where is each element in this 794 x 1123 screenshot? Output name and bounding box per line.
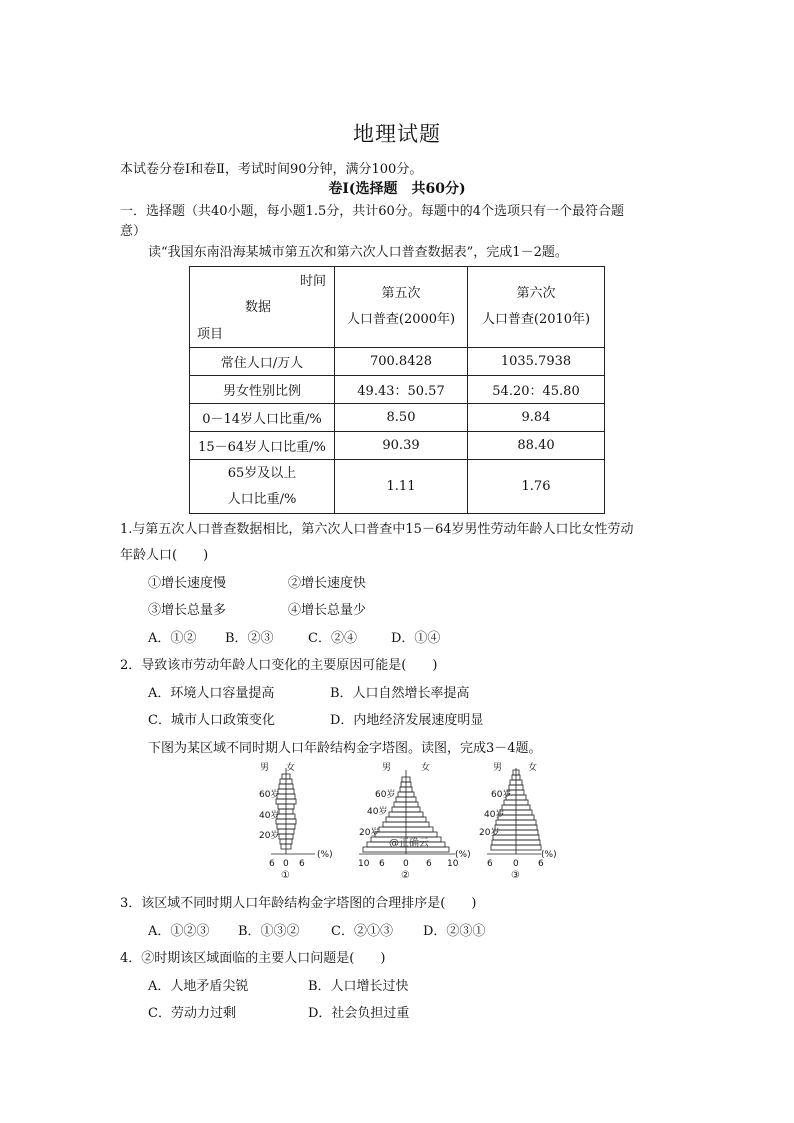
table-row bbox=[190, 376, 605, 404]
row-label: 65岁及以上 bbox=[227, 465, 297, 481]
pyramid3-age40: 40岁 bbox=[484, 810, 505, 820]
pyramid3-age60: 60岁 bbox=[491, 790, 512, 800]
q3-option-d: D．②③① bbox=[423, 924, 486, 939]
pyramid2-tick-6-right: 6 bbox=[426, 859, 432, 869]
col-header-fifth: 第五次 bbox=[381, 286, 421, 301]
corner-item: 项目 bbox=[197, 327, 224, 342]
q1-option-d: D．①④ bbox=[391, 631, 441, 646]
part1-instruction-line2: 意） bbox=[120, 224, 147, 239]
pyramid3-tick-6-right: 6 bbox=[538, 859, 544, 869]
q3-option-a: A．①②③ bbox=[148, 924, 210, 939]
figure-intro: 下图为某区域不同时期人口年龄结构金字塔图。读图，完成3－4题。 bbox=[148, 741, 542, 756]
table-intro: 读“我国东南沿海某城市第五次和第六次人口普查数据表”，完成1－2题。 bbox=[148, 245, 568, 260]
pyramid3-age20: 20岁 bbox=[479, 828, 500, 838]
census-table bbox=[189, 266, 605, 514]
pyramid1-tick-6-left: 6 bbox=[269, 859, 275, 869]
row-value-2000: 49.43：50.57 bbox=[335, 376, 468, 404]
row-label: 男女性别比例 bbox=[190, 376, 335, 404]
pyramid1-age40: 40岁 bbox=[259, 811, 280, 821]
col-header-sixth: 第六次 bbox=[516, 286, 556, 301]
table-row bbox=[190, 404, 605, 432]
row-value-2010: 9.84 bbox=[468, 404, 605, 432]
row-value-2000: 90.39 bbox=[335, 432, 468, 460]
table-row bbox=[190, 460, 605, 514]
row-value-2010: 88.40 bbox=[468, 432, 605, 460]
pyramid-3 bbox=[479, 761, 557, 881]
watermark: @正确云 bbox=[389, 838, 429, 849]
pyramid1-female-label: 女 bbox=[286, 763, 296, 773]
q2-stem: 2．导致该市劳动年龄人口变化的主要原因可能是( ) bbox=[120, 658, 438, 673]
pyramid3-male-label: 男 bbox=[493, 763, 503, 773]
q1-statement-1: ①增长速度慢 bbox=[148, 576, 227, 591]
q4-option-b: B．人口增长过快 bbox=[308, 979, 409, 994]
exam-intro: 本试卷分卷Ⅰ和卷Ⅱ，考试时间90分钟，满分100分。 bbox=[120, 162, 423, 177]
corner-data: 数据 bbox=[245, 300, 272, 315]
row-value-2010: 54.20：45.80 bbox=[468, 376, 605, 404]
pyramid3-unit: (%) bbox=[541, 850, 557, 860]
pyramid-2 bbox=[358, 761, 471, 881]
table-row bbox=[190, 348, 605, 376]
q2-option-d: D．内地经济发展速度明显 bbox=[330, 713, 484, 728]
pyramid2-age60: 60岁 bbox=[375, 790, 396, 800]
q4-option-a: A．人地矛盾尖锐 bbox=[148, 979, 249, 994]
col-header-fifth-year: 人口普查(2000年) bbox=[346, 312, 456, 327]
page-title: 地理试题 bbox=[353, 122, 441, 146]
row-value-2000: 1.11 bbox=[335, 460, 468, 514]
pyramid1-tick-0: 0 bbox=[283, 859, 289, 869]
pyramid1-unit: (%) bbox=[317, 850, 333, 860]
q2-option-b: B．人口自然增长率提高 bbox=[330, 686, 470, 701]
row-label: 常住人口/万人 bbox=[190, 348, 335, 376]
row-value-2010: 1.76 bbox=[468, 460, 605, 514]
q3-stem: 3．该区域不同时期人口年龄结构金字塔图的合理排序是( ) bbox=[120, 896, 477, 911]
row-label: 15－64岁人口比重/% bbox=[190, 432, 335, 460]
q1-stem-line1: 1.与第五次人口普查数据相比，第六次人口普查中15－64岁男性劳动年龄人口比女性劳动 bbox=[120, 522, 634, 537]
pyramid2-tick-0: 0 bbox=[403, 859, 409, 869]
q1-option-c: C．②④ bbox=[308, 631, 357, 646]
q1-statement-4: ④增长总量少 bbox=[288, 603, 367, 618]
table-corner-header bbox=[190, 267, 334, 347]
q4-option-d: D．社会负担过重 bbox=[308, 1006, 410, 1021]
pyramid2-age40: 40岁 bbox=[367, 807, 388, 817]
q2-option-c: C．城市人口政策变化 bbox=[148, 713, 275, 728]
pyramid2-tick-6-left: 6 bbox=[379, 859, 385, 869]
pyramid3-tick-0: 0 bbox=[513, 859, 519, 869]
pyramid2-female-label: 女 bbox=[421, 763, 431, 773]
pyramid1-number: ① bbox=[281, 870, 290, 881]
pyramid1-age20: 20岁 bbox=[259, 831, 280, 841]
pyramid3-number: ③ bbox=[511, 870, 520, 881]
pyramid2-tick-10-left: 10 bbox=[358, 859, 370, 869]
q4-option-c: C．劳动力过剩 bbox=[148, 1006, 236, 1021]
pyramid3-female-label: 女 bbox=[528, 763, 538, 773]
pyramid1-male-label: 男 bbox=[260, 763, 270, 773]
q1-option-a: A．①② bbox=[148, 631, 197, 646]
q1-statement-2: ②增长速度快 bbox=[288, 576, 367, 591]
section-heading: 卷Ⅰ(选择题 共60分) bbox=[328, 181, 466, 197]
pyramid2-age20: 20岁 bbox=[359, 828, 380, 838]
row-label: 0－14岁人口比重/% bbox=[190, 404, 335, 432]
pyramid2-male-label: 男 bbox=[382, 763, 392, 773]
pyramid-1 bbox=[259, 761, 333, 881]
pyramid2-tick-10-right: 10 bbox=[447, 859, 459, 869]
q3-option-b: B．①③② bbox=[238, 924, 300, 939]
pyramid1-tick-6-right: 6 bbox=[299, 859, 305, 869]
part1-instruction-line1: 一．选择题（共40小题，每小题1.5分，共计60分。每题中的4个选项只有一个最符合题 bbox=[120, 204, 625, 219]
q4-stem: 4．②时期该区域面临的主要人口问题是( ) bbox=[120, 951, 386, 966]
pyramid2-number: ② bbox=[401, 870, 410, 881]
corner-time: 时间 bbox=[299, 274, 326, 289]
q3-option-c: C．②①③ bbox=[331, 924, 393, 939]
row-value-2000: 700.8428 bbox=[335, 348, 468, 376]
table-row bbox=[190, 432, 605, 460]
q1-stem-line2: 年龄人口( ) bbox=[120, 548, 209, 563]
row-value-2010: 1035.7938 bbox=[468, 348, 605, 376]
q1-option-b: B．②③ bbox=[225, 631, 274, 646]
row-value-2000: 8.50 bbox=[335, 404, 468, 432]
q2-option-a: A．环境人口容量提高 bbox=[148, 686, 275, 701]
pyramid2-unit: (%) bbox=[455, 850, 471, 860]
pyramid3-tick-6-left: 6 bbox=[487, 859, 493, 869]
population-pyramids-figure bbox=[255, 756, 565, 882]
col-header-sixth-year: 人口普查(2010年) bbox=[481, 312, 591, 327]
row-label-cont: 人口比重/% bbox=[227, 491, 297, 507]
pyramid1-age60: 60岁 bbox=[259, 790, 280, 800]
q1-statement-3: ③增长总量多 bbox=[148, 603, 227, 618]
